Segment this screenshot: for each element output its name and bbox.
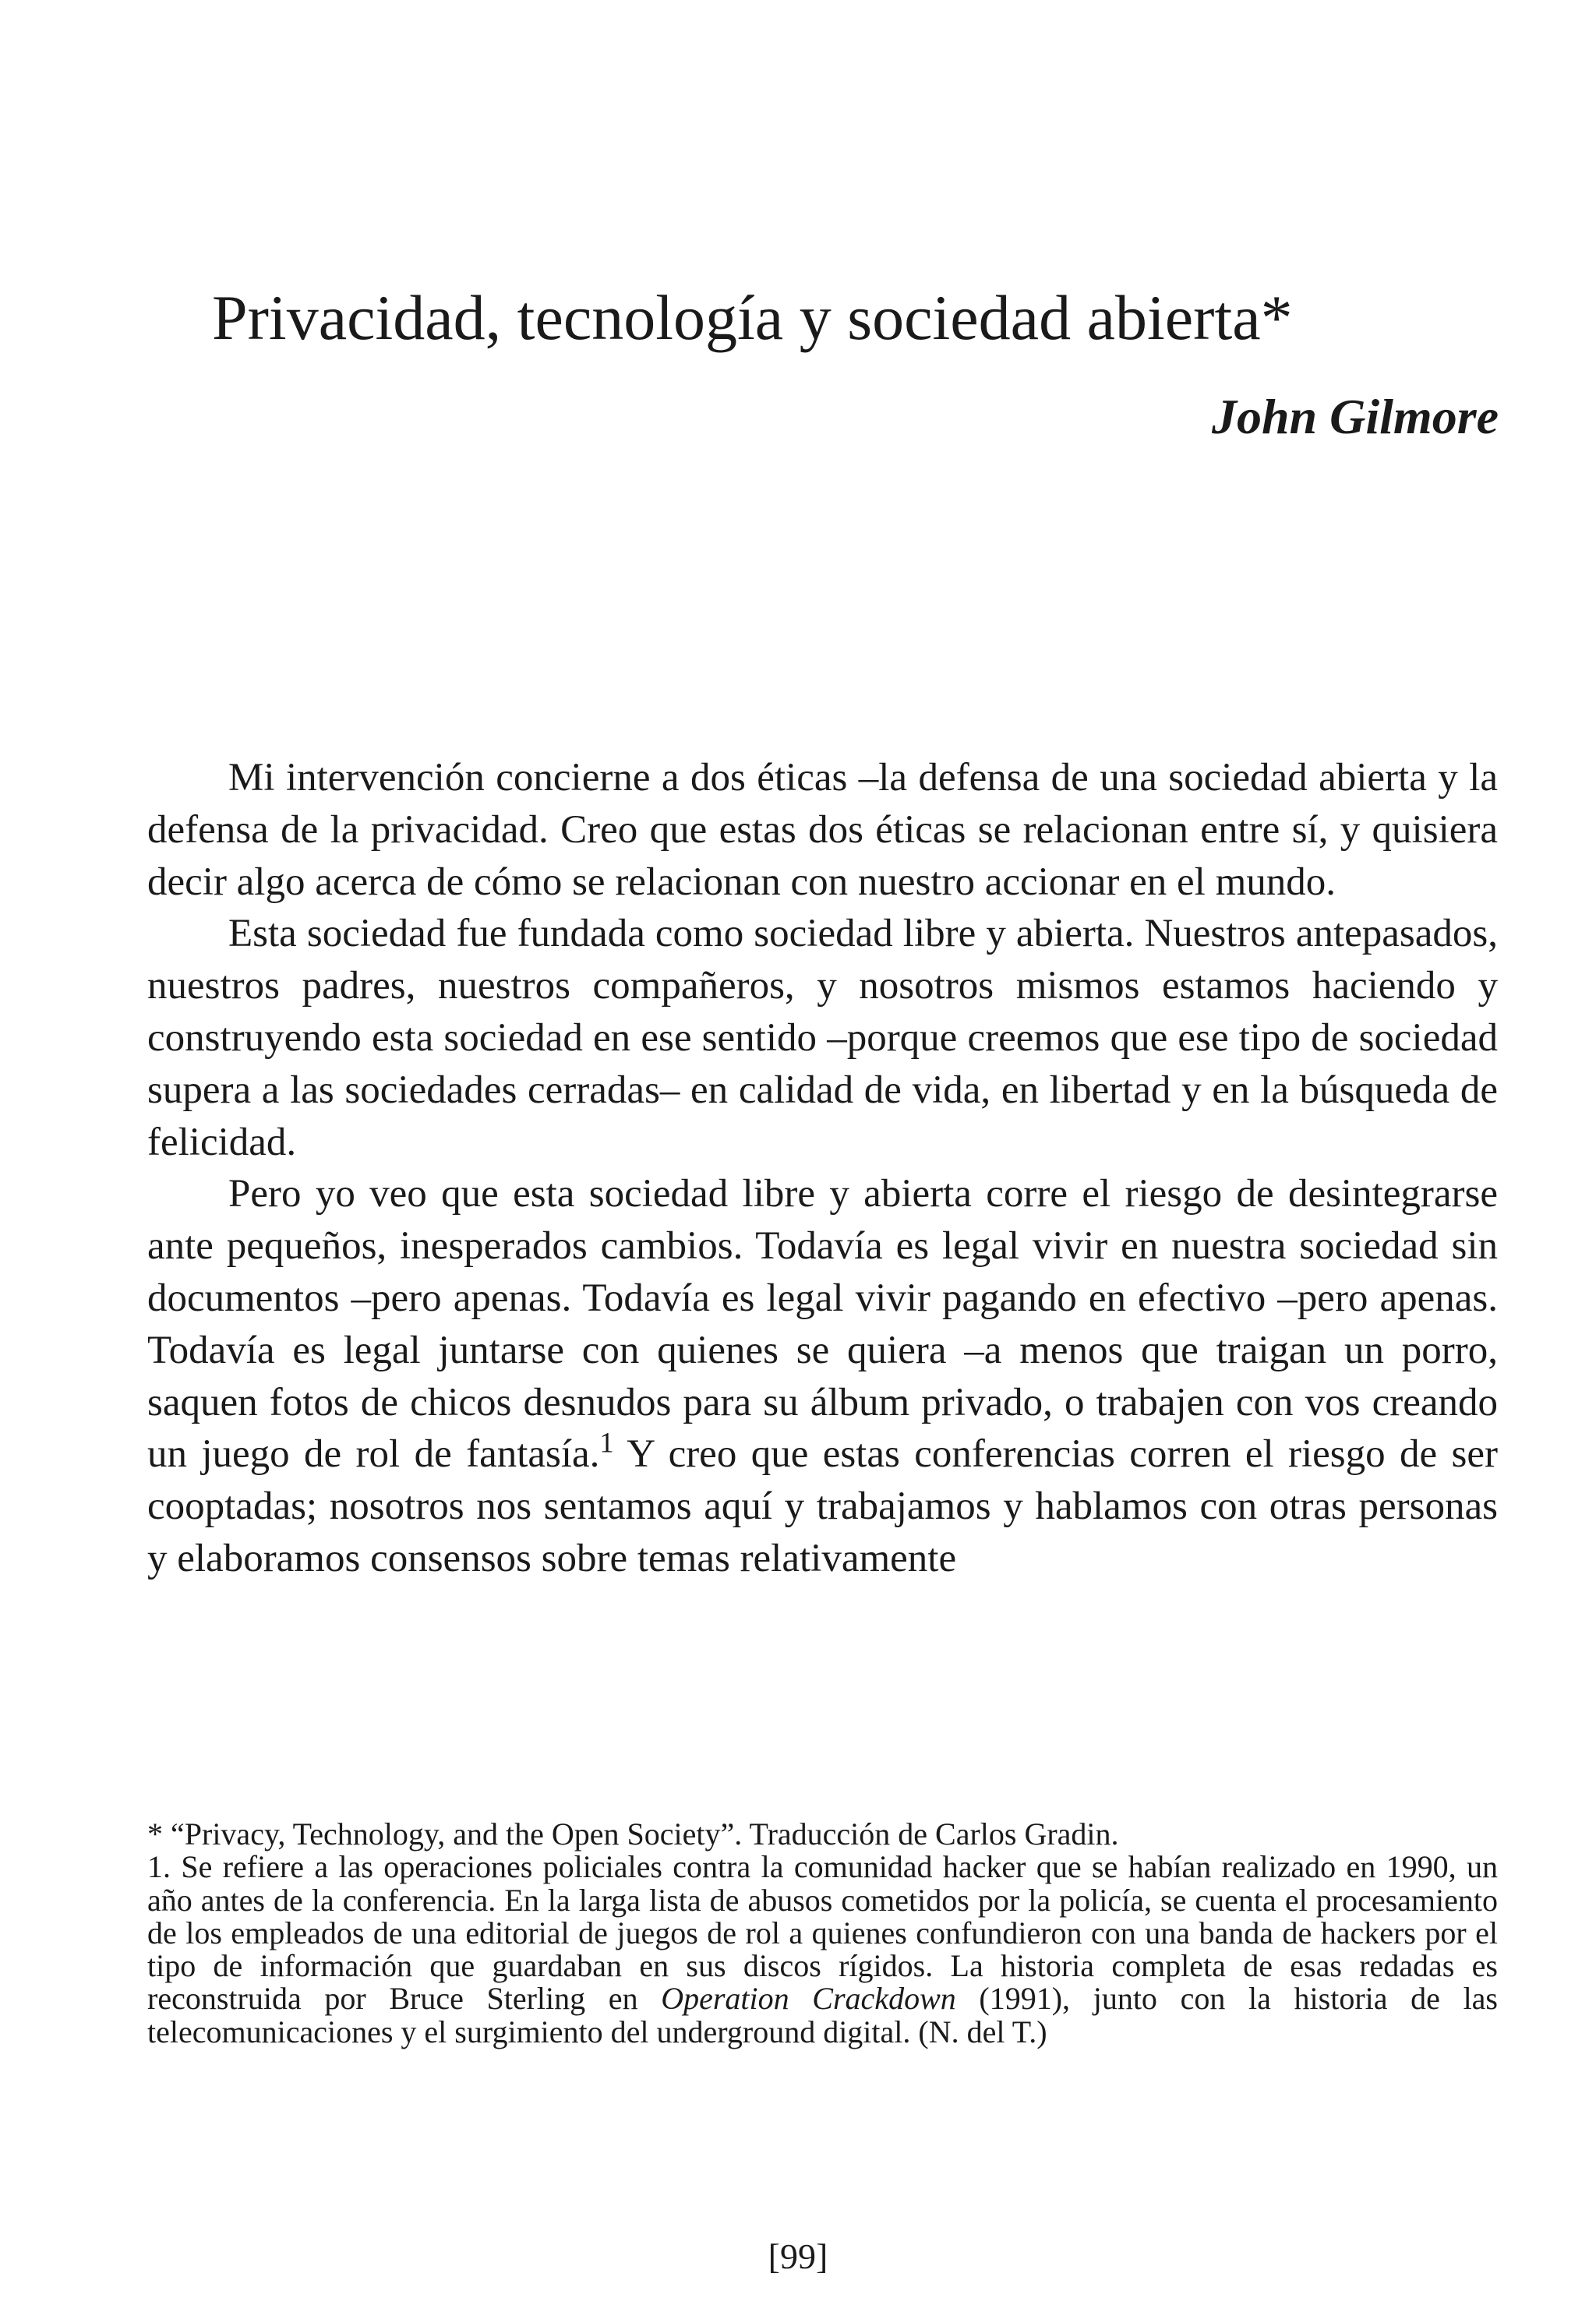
footnote-1-text-end: (1991), junto con la historia de las telecomunicaciones y el surgimiento del underground digital. (N. del T.): [147, 1981, 1498, 2049]
page-number: [99]: [768, 2236, 828, 2276]
paragraph-2: Esta sociedad fue fundada como sociedad libre y abierta. Nuestros antepasados, nuestros padres, nuestros compañeros, y nosotros mismos estamos haciendo y construyendo esta sociedad en ese sentido –porque creemos que ese tipo de sociedad supera a las sociedades cerradas– en calidad de vida, en libertad y en la búsqueda de felicidad.: [147, 912, 1498, 1164]
paragraph-1: Mi intervención concierne a dos éticas –la defensa de una sociedad abierta y la defensa de la privacidad. Creo que estas dos éticas se relacionan entre sí, y quisiera decir algo acerca de cómo se relacionan con nuestro accionar en el mundo.: [147, 756, 1498, 904]
author-name: John Gilmore: [1211, 389, 1499, 444]
footnote-1-book-title: Operation Crackdown: [661, 1981, 956, 2017]
footnote-star: * “Privacy, Technology, and the Open Society”. Traducción de Carlos Gradin.: [147, 1816, 1119, 1851]
footnote-1-text-start: 1. Se refiere a las operaciones policiales contra la comunidad hacker que se habían realizado en 1990, un año antes de la conferencia. En la larga lista de abusos cometidos por la policía, se cuenta el procesamiento de los empleados de una editorial de juegos de rol a quienes confundieron con una banda de hackers por el tipo de información que guardaban en sus discos rígidos. La historia completa de esas redadas es reconstruida por Bruce Sterling en: [147, 1849, 1498, 2017]
footnote-1: [147, 1851, 1498, 2049]
chapter-title: Privacidad, tecnología y sociedad abierta*: [212, 282, 1293, 353]
footnotes: [147, 1818, 1498, 2049]
footnote-reference-1: 1: [599, 1427, 614, 1459]
paragraph-3-text-end: Y creo que estas conferencias corren el riesgo de ser cooptadas; nosotros nos sentamos aquí y trabajamos y hablamos con otras personas y elaboramos consensos sobre temas relativamente: [147, 1432, 1499, 1580]
body-text: [147, 752, 1498, 1585]
paragraph-3: [147, 1168, 1498, 1584]
paragraph-3-text-start: Pero yo veo que esta sociedad libre y abierta corre el riesgo de desintegrarse ante pequeños, inesperados cambios. Todavía es legal vivir en nuestra sociedad sin documentos –pero apenas. Todavía es legal vivir pagando en efectivo –pero apenas. Todavía es legal juntarse con quienes se quiera –a menos que traigan un porro, saquen fotos de chicos desnudos para su álbum privado, o trabajen con vos creando un juego de rol de fantasía.: [147, 1172, 1498, 1477]
